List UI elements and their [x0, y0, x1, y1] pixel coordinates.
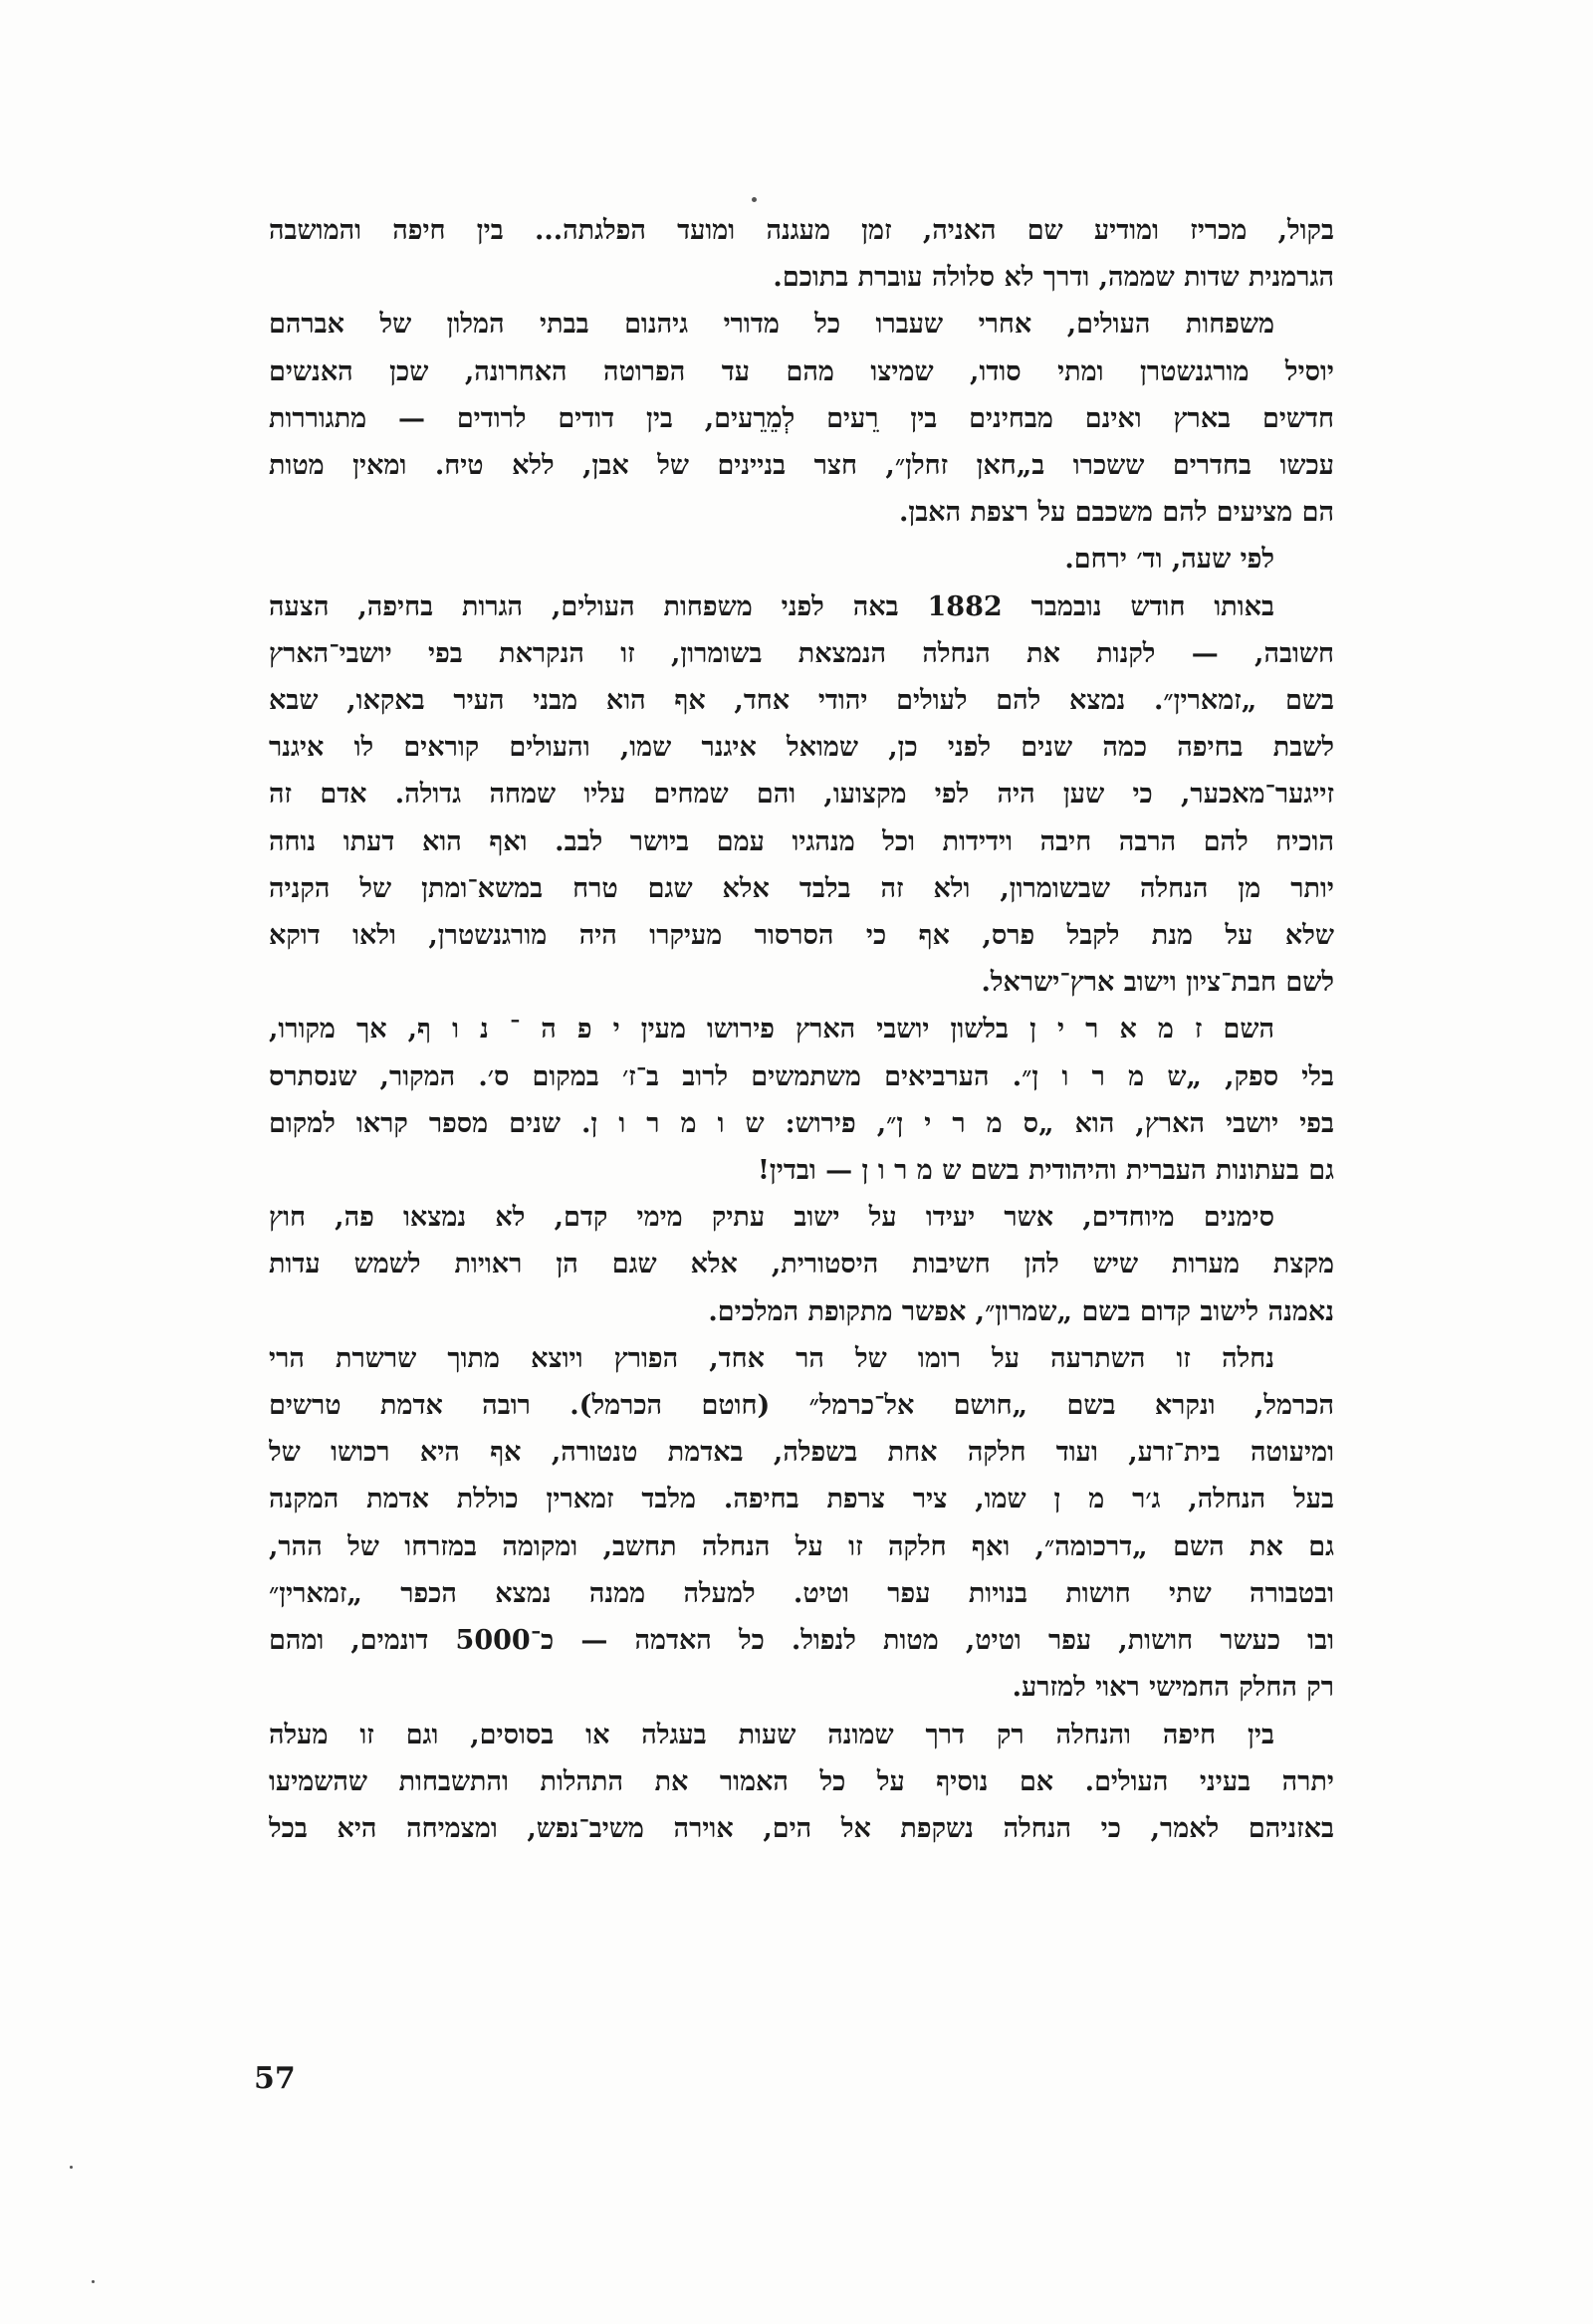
text-line: נחלה זו השתרעה על רומו של הר אחד, הפורץ ויוצא מתוך שרשרת הרי	[269, 1342, 1274, 1374]
text-line: ומיעוטה בית־זרע, ועוד חלקה אחת בשפלה, באדמת טנטורה, אף היא רכושו של	[269, 1437, 1334, 1469]
text-line: סימנים מיוחדים, אשר יעידו על ישוב עתיק מימי קדם, לא נמצאו פה, חוץ	[269, 1202, 1274, 1234]
text-line: בלי ספק, „ש מ ר ו ן״. הערביאים משתמשים לרוב ב־ז׳ במקום ס׳. המקור, שנסתרס	[269, 1060, 1334, 1092]
text-line: חדשים בארץ ואינם מבחינים בין רֵעים לְמֵרֵעים, בין דודים לרודים — מתגוררות	[269, 402, 1334, 434]
text-line: יתרה בעיני העולים. אם נוסיף על כל האמור את התהלות והתשבחות שהשמיעו	[269, 1765, 1334, 1797]
text-line: לשבת בחיפה כמה שנים לפני כן, שמואל איגנר שמו, והעולים קוראים לו איגנר	[269, 732, 1334, 764]
scan-speck	[752, 197, 757, 202]
text-line: יותר מן הנחלה שבשומרון, ולא זה בלבד אלא שגם טרח במשא־ומתן של הקניה	[269, 872, 1334, 904]
text-line: הגרמנית שדות שממה, ודרך לא סלולה עוברת בתוכם.	[773, 262, 1334, 294]
text-line: הכרמל, ונקרא בשם „חושם אל־כרמל״ (חוטם הכרמל). רובה אדמת טרשים	[269, 1390, 1334, 1422]
text-line: ובו כעשר חושות, עפר וטיט, מטות לנפול. כל האדמה — כ־5000 דונמים, ומהם	[269, 1625, 1334, 1657]
text-line: גם בעתונות העברית והיהודית בשם ש מ ר ו ן — ובדין!	[758, 1155, 1334, 1187]
text-line: עכשו בחדרים ששכרו ב„חאן זחלן״, חצר בניינים של אבן, ללא טיח. ומאין מטות	[269, 450, 1334, 482]
text-line: בין חיפה והנחלה רק דרך שמונה שעות בעגלה או בסוסים, וגם זו מעלה	[269, 1719, 1274, 1750]
text-line: בפי יושבי הארץ, הוא „ס מ ר י ן״, פירוש: ש ו מ ר ו ן. שנים מספר קראו למקום	[269, 1107, 1334, 1139]
text-line: בשם „זמארין״. נמצא להם לעולים יהודי אחד, אף הוא מבני העיר באקאו, שבא	[269, 685, 1334, 717]
text-line: נאמנה לישוב קדום בשם „שמרון״, אפשר מתקופת המלכים.	[708, 1295, 1334, 1327]
text-line: זייגער־מאכער, כי שען היה לפי מקצועו, והם שמחים עליו שמחה גדולה. אדם זה	[269, 779, 1334, 811]
text-line: מקצת מערות שיש להן חשיבות היסטורית, אלא שגם הן ראויות לשמש עדות	[269, 1249, 1334, 1280]
text-line: ובטבורה שתי חושות בנויות עפר וטיט. למעלה ממנה נמצא הכפר „זמארין״	[269, 1577, 1334, 1609]
text-line: גם את השם „דרכומה״, ואף חלקה זו על הנחלה תחשב, ומקומה במזרחו של ההר,	[269, 1530, 1334, 1562]
text-line: בעל הנחלה, ג׳ר מ ן שמו, ציר צרפת בחיפה. מלבד זמארין כוללת אדמת המקנה	[269, 1484, 1334, 1515]
text-line: לפי שעה, וד׳ ירחם.	[1064, 544, 1274, 576]
page-number: 57	[254, 2061, 296, 2096]
text-line: הם מציעים להם משכבם על רצפת האבן.	[898, 497, 1334, 529]
text-line: באותו חודש נובמבר 1882 באה לפני משפחות העולים, הגרות בחיפה, הצעה	[269, 590, 1274, 622]
text-line: לשם חבת־ציון וישוב ארץ־ישראל.	[981, 967, 1334, 999]
body-text	[269, 207, 1334, 1852]
scan-speck	[92, 2280, 95, 2283]
text-line: השם ז מ א ר י ן בלשון יושבי הארץ פירושו מעין י פ ה ־ נ ו ף, אך מקורו,	[269, 1014, 1274, 1046]
text-line: חשובה, — לקנות את הנחלה הנמצאת בשומרון, זו הנקראת בפי יושבי־הארץ	[269, 637, 1334, 669]
text-line: בקול, מכריז ומודיע שם האניה, זמן מעגנה ומועד הפלגתה... בין חיפה והמושבה	[269, 215, 1334, 246]
text-line: רק החלק החמישי ראוי למזרע.	[1012, 1672, 1334, 1704]
text-line: יוסיל מורגנשטרן ומתי סודו, שמיצו מהם עד הפרוטה האחרונה, שכן האנשים	[269, 355, 1334, 387]
text-line: הוכיח להם הרבה חיבה וידידות וכל מנהגיו עמם ביושר לבב. ואף הוא דעתו נוחה	[269, 825, 1334, 857]
scan-speck	[70, 2166, 73, 2169]
text-line: משפחות העולים, אחרי שעברו כל מדורי גיהנום בבתי המלון של אברהם	[269, 309, 1274, 341]
text-line: שלא על מנת לקבל פרס, אף כי הסרסור מעיקרו היה מורגנשטרן, ולאו דוקא	[269, 920, 1334, 952]
text-line: באזניהם לאמר, כי הנחלה נשקפת אל הים, אוירה משיב־נפש, ומצמיחה היא בכל	[269, 1812, 1334, 1844]
